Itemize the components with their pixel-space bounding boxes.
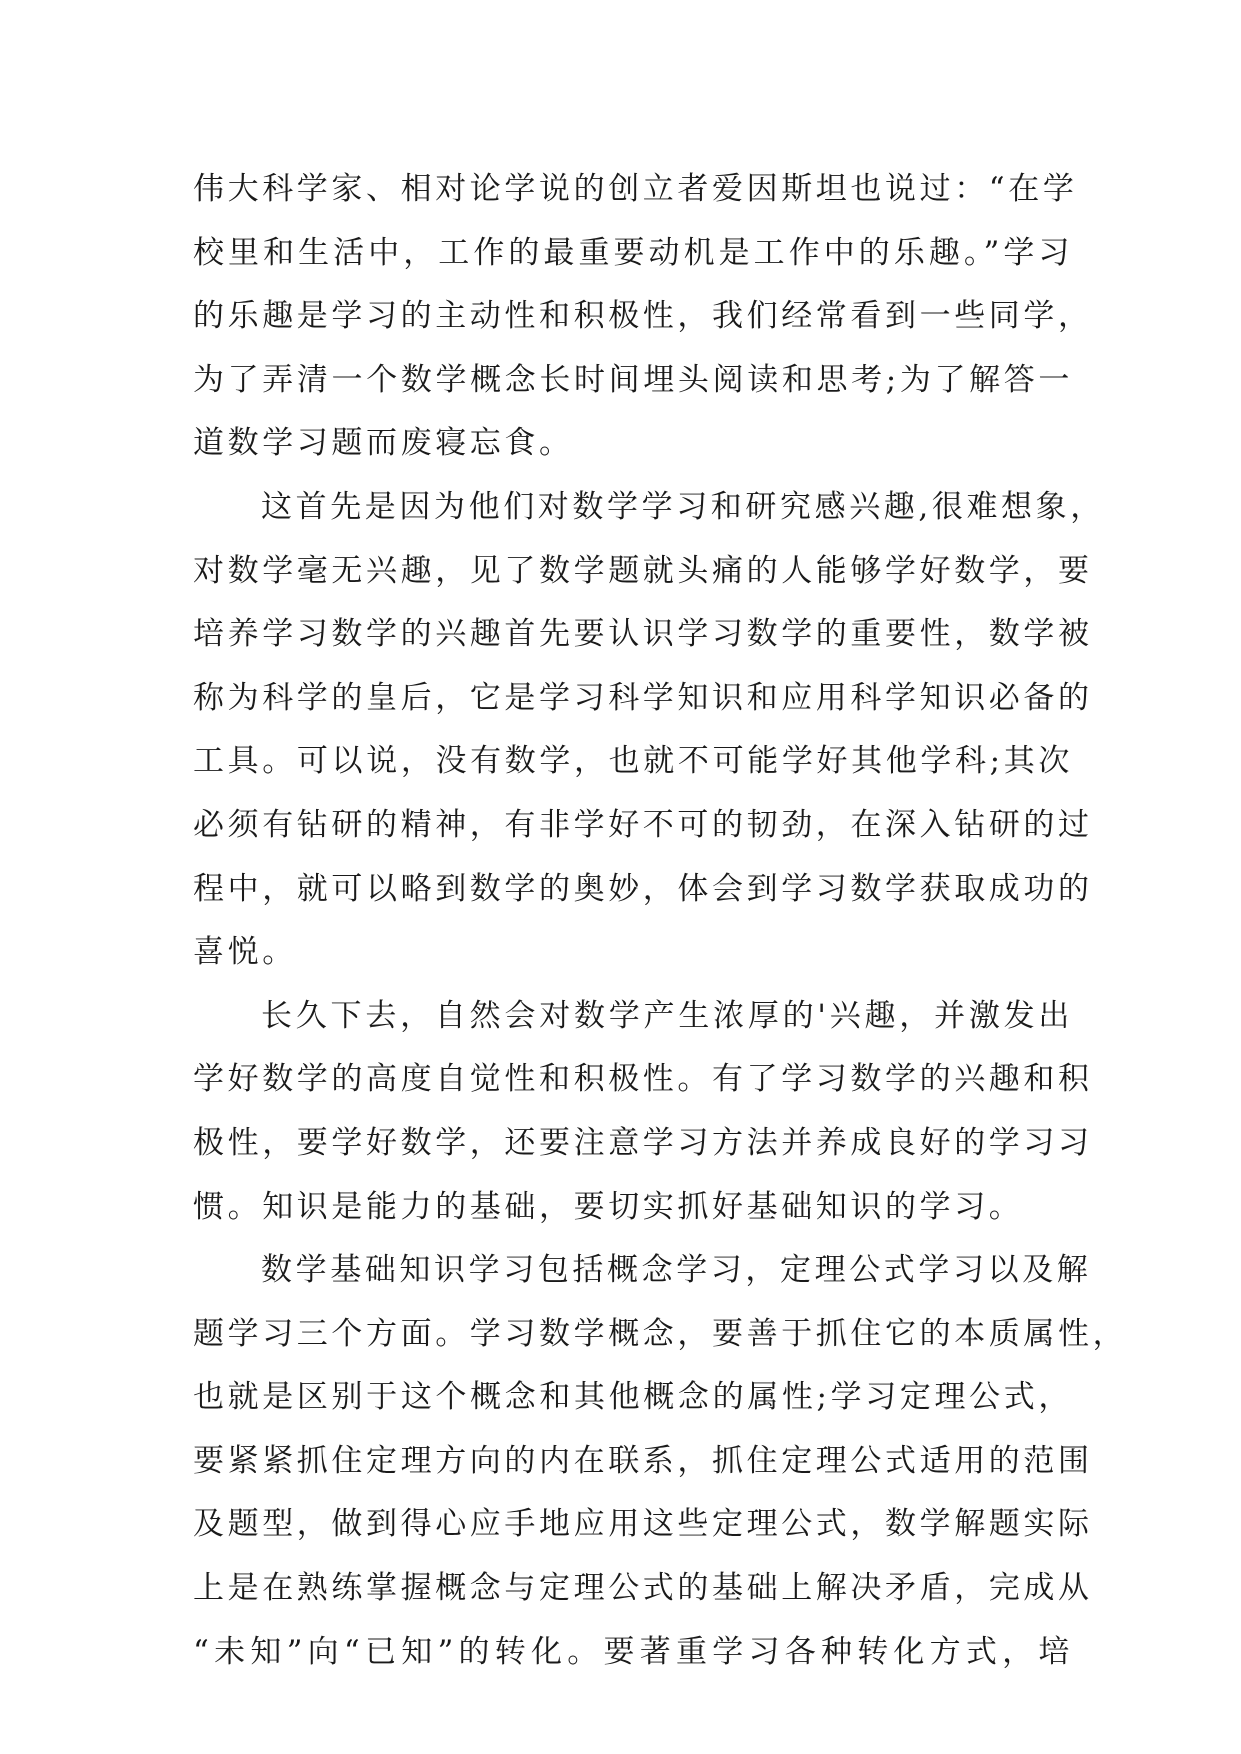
paragraph-3 (193, 985, 1093, 1239)
text-line: 这首先是因为他们对数学学习和研究感兴趣,很难想象， (261, 488, 1105, 525)
text-line: 喜悦。 (193, 934, 297, 971)
text-line: 校里和生活中，工作的最重要动机是工作中的乐趣。”学习 (193, 234, 1073, 271)
text-line: 程中，就可以略到数学的奥妙，体会到学习数学获取成功的 (193, 870, 1093, 907)
paragraph-2 (193, 476, 1105, 985)
text-line: 称为科学的皇后，它是学习科学知识和应用科学知识必备的 (193, 679, 1093, 716)
text-line: 对数学毫无兴趣，见了数学题就头痛的人能够学好数学，要 (193, 552, 1093, 589)
paragraph-4 (193, 1239, 1128, 1684)
text-line: 培养学习数学的兴趣首先要认识学习数学的重要性，数学被 (193, 616, 1093, 653)
text-line: 为了弄清一个数学概念长时间埋头阅读和思考;为了解答一 (193, 361, 1073, 398)
text-line: 题学习三个方面。学习数学概念，要善于抓住它的本质属性， (193, 1315, 1128, 1352)
text-line: 惯。知识是能力的基础，要切实抓好基础知识的学习。 (193, 1188, 1024, 1225)
paragraph-1 (193, 158, 1093, 476)
text-line: 也就是区别于这个概念和其他概念的属性;学习定理公式， (193, 1379, 1073, 1416)
text-line: 要紧紧抓住定理方向的内在联系，抓住定理公式适用的范围 (193, 1442, 1093, 1479)
text-line: 学好数学的高度自觉性和积极性。有了学习数学的兴趣和积 (193, 1061, 1093, 1098)
text-line: 上是在熟练掌握概念与定理公式的基础上解决矛盾，完成从 (193, 1570, 1093, 1607)
text-line: 极性，要学好数学，还要注意学习方法并养成良好的学习习 (193, 1124, 1093, 1161)
text-line: 及题型，做到得心应手地应用这些定理公式，数学解题实际 (193, 1506, 1093, 1543)
text-line: 伟大科学家、相对论学说的创立者爱因斯坦也说过：“在学 (193, 171, 1078, 207)
text-line: 数学基础知识学习包括概念学习，定理公式学习以及解 (261, 1252, 1092, 1289)
body-text (193, 158, 1128, 1684)
text-line: 必须有钻研的精神，有非学好不可的韧劲，在深入钻研的过 (193, 806, 1093, 843)
text-line: 道数学习题而废寝忘食。 (193, 425, 574, 462)
text-line: 工具。可以说，没有数学，也就不可能学好其他学科;其次 (193, 743, 1073, 780)
text-line: 长久下去，自然会对数学产生浓厚的'兴趣，并激发出 (261, 997, 1073, 1034)
text-line: “未知”向“已知”的转化。要著重学习各种转化方式，培 (193, 1633, 1073, 1670)
text-line: 的乐趣是学习的主动性和积极性，我们经常看到一些同学， (193, 298, 1093, 335)
